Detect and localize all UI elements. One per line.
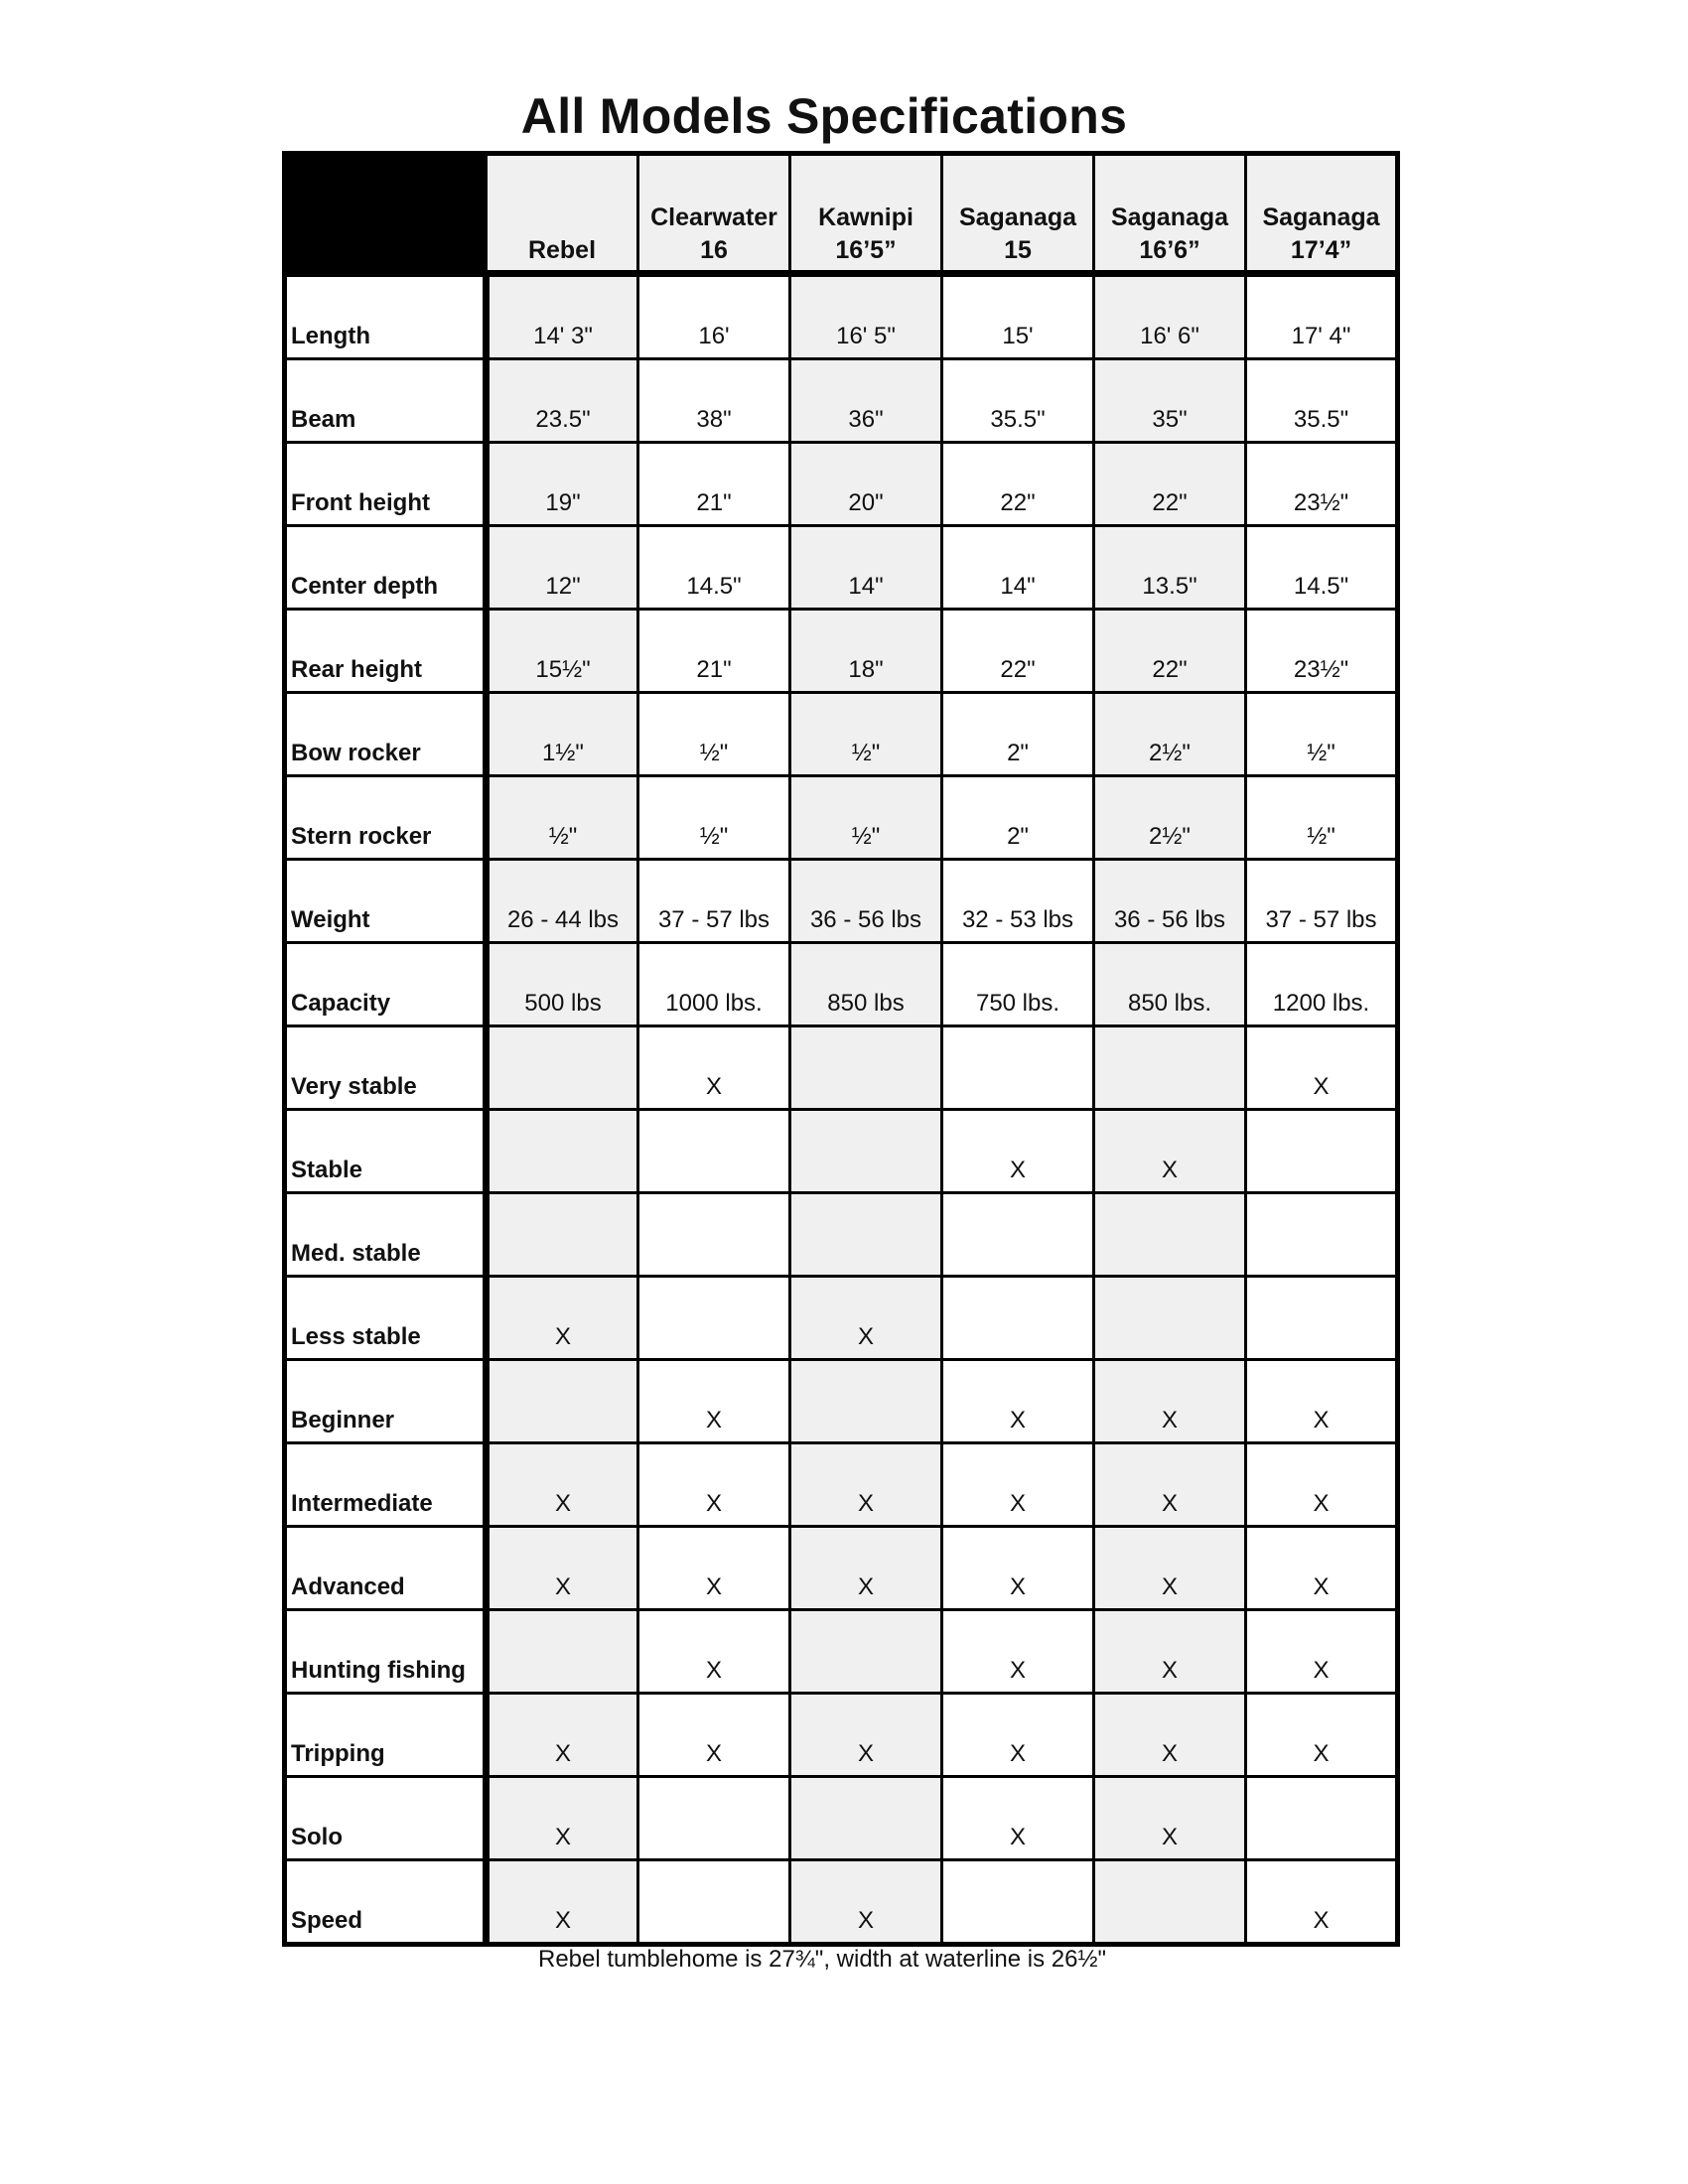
spec-cell: 35.5" [1246, 359, 1398, 443]
spec-cell [487, 1360, 638, 1443]
table-row [285, 274, 1398, 359]
spec-cell [790, 1110, 942, 1193]
spec-cell: 36 - 56 lbs [1094, 860, 1246, 943]
row-label: Stable [285, 1110, 487, 1193]
model-header-clearwater-16 [638, 154, 790, 274]
spec-cell: 16' [638, 274, 790, 359]
spec-cell [1246, 1777, 1398, 1860]
spec-cell [638, 1860, 790, 1945]
spec-cell: 2" [942, 693, 1094, 776]
model-size: 16’5” [835, 236, 897, 264]
model-size: 16’6” [1139, 236, 1200, 264]
spec-cell: 1000 lbs. [638, 943, 790, 1026]
spec-cell: 26 - 44 lbs [487, 860, 638, 943]
page-title: All Models Specifications [520, 88, 1128, 144]
spec-cell: X [487, 1527, 638, 1610]
spec-cell: X [487, 1443, 638, 1527]
spec-cell: X [790, 1277, 942, 1360]
row-label: Front height [285, 443, 487, 526]
spec-cell [1246, 1277, 1398, 1360]
header-row [285, 154, 1398, 274]
spec-cell: 21" [638, 610, 790, 693]
spec-cell: 1½" [487, 693, 638, 776]
spec-cell: X [942, 1360, 1094, 1443]
spec-cell: 850 lbs [790, 943, 942, 1026]
table-row [285, 1360, 1398, 1443]
row-label: Beginner [285, 1360, 487, 1443]
spec-cell: X [1246, 1527, 1398, 1610]
spec-cell: 16' 5" [790, 274, 942, 359]
spec-cell: 23.5" [487, 359, 638, 443]
spec-cell: X [487, 1277, 638, 1360]
spec-cell: 15' [942, 274, 1094, 359]
spec-cell: X [1246, 1443, 1398, 1527]
spec-cell: ½" [638, 693, 790, 776]
table-row [285, 1694, 1398, 1777]
spec-cell [638, 1277, 790, 1360]
model-size: 15 [1004, 236, 1032, 264]
model-header-rebel [487, 154, 638, 274]
header-corner-cell [285, 154, 487, 274]
spec-cell [487, 1193, 638, 1277]
spec-cell: X [1094, 1443, 1246, 1527]
spec-cell: 14' 3" [487, 274, 638, 359]
spec-cell: 13.5" [1094, 526, 1246, 610]
row-label: Less stable [285, 1277, 487, 1360]
spec-cell: 2" [942, 776, 1094, 860]
spec-cell: X [1094, 1777, 1246, 1860]
model-name: Saganaga [1262, 204, 1380, 231]
spec-cell: 18" [790, 610, 942, 693]
table-row [285, 1026, 1398, 1110]
spec-cell [942, 1026, 1094, 1110]
spec-cell: X [1246, 1026, 1398, 1110]
spec-cell: X [638, 1610, 790, 1694]
spec-cell [638, 1110, 790, 1193]
spec-cell [1246, 1110, 1398, 1193]
spec-cell: ½" [1246, 776, 1398, 860]
table-row [285, 1610, 1398, 1694]
table-row [285, 1193, 1398, 1277]
spec-cell: 22" [942, 443, 1094, 526]
spec-cell: 14" [790, 526, 942, 610]
spec-cell [487, 1110, 638, 1193]
row-label: Med. stable [285, 1193, 487, 1277]
spec-cell: X [487, 1694, 638, 1777]
specifications-table [282, 151, 1400, 1947]
spec-cell [942, 1860, 1094, 1945]
spec-cell: 36" [790, 359, 942, 443]
table-row [285, 1860, 1398, 1945]
spec-cell: X [790, 1527, 942, 1610]
spec-cell [1094, 1277, 1246, 1360]
spec-cell: X [487, 1777, 638, 1860]
spec-cell: X [638, 1026, 790, 1110]
spec-cell: X [638, 1527, 790, 1610]
spec-cell: X [1094, 1110, 1246, 1193]
table-row [285, 693, 1398, 776]
spec-cell: 2½" [1094, 776, 1246, 860]
spec-cell: 14.5" [1246, 526, 1398, 610]
spec-cell: 21" [638, 443, 790, 526]
spec-cell: X [942, 1110, 1094, 1193]
table-row [285, 1443, 1398, 1527]
table-row [285, 776, 1398, 860]
spec-cell [790, 1360, 942, 1443]
spec-cell: 38" [638, 359, 790, 443]
spec-cell [790, 1193, 942, 1277]
spec-cell: X [638, 1360, 790, 1443]
row-label: Rear height [285, 610, 487, 693]
model-header-saganaga-15 [942, 154, 1094, 274]
spec-cell: X [1094, 1360, 1246, 1443]
row-label: Weight [285, 860, 487, 943]
spec-cell: 16' 6" [1094, 274, 1246, 359]
spec-cell: X [1094, 1610, 1246, 1694]
footnote: Rebel tumblehome is 27¾", width at waterline is 26½" [537, 1946, 1106, 1973]
spec-cell: X [790, 1443, 942, 1527]
table-row [285, 443, 1398, 526]
spec-cell [638, 1193, 790, 1277]
spec-cell: 37 - 57 lbs [1246, 860, 1398, 943]
model-header-kawnipi [790, 154, 942, 274]
row-label: Stern rocker [285, 776, 487, 860]
spec-cell: X [1246, 1360, 1398, 1443]
spec-cell: 32 - 53 lbs [942, 860, 1094, 943]
spec-cell: X [1246, 1610, 1398, 1694]
row-label: Hunting fishing [285, 1610, 487, 1694]
row-label: Intermediate [285, 1443, 487, 1527]
spec-cell: X [1094, 1694, 1246, 1777]
spec-cell: 22" [1094, 610, 1246, 693]
spec-cell: 37 - 57 lbs [638, 860, 790, 943]
spec-cell: X [1246, 1860, 1398, 1945]
table-row [285, 1277, 1398, 1360]
spec-cell [1094, 1026, 1246, 1110]
spec-cell: X [790, 1860, 942, 1945]
spec-cell [790, 1777, 942, 1860]
table-row [285, 1527, 1398, 1610]
row-label: Beam [285, 359, 487, 443]
model-size: 16 [700, 236, 728, 264]
spec-cell [942, 1193, 1094, 1277]
row-label: Advanced [285, 1527, 487, 1610]
spec-cell: 850 lbs. [1094, 943, 1246, 1026]
spec-cell [638, 1777, 790, 1860]
spec-cell [487, 1610, 638, 1694]
specifications-body [285, 274, 1398, 1945]
model-name: Kawnipi [818, 204, 914, 231]
model-name: Rebel [527, 236, 597, 264]
spec-cell: X [1246, 1694, 1398, 1777]
spec-cell: 14" [942, 526, 1094, 610]
spec-cell [1246, 1193, 1398, 1277]
spec-cell: 23½" [1246, 610, 1398, 693]
spec-cell: ½" [487, 776, 638, 860]
spec-cell: 19" [487, 443, 638, 526]
spec-cell: 500 lbs [487, 943, 638, 1026]
spec-cell [790, 1610, 942, 1694]
spec-cell [487, 1026, 638, 1110]
spec-cell: 35.5" [942, 359, 1094, 443]
model-name: Saganaga [1110, 204, 1229, 231]
row-label: Speed [285, 1860, 487, 1945]
row-label: Length [285, 274, 487, 359]
spec-cell: 23½" [1246, 443, 1398, 526]
table-row [285, 526, 1398, 610]
row-label: Very stable [285, 1026, 487, 1110]
spec-cell [790, 1026, 942, 1110]
table-row [285, 1110, 1398, 1193]
spec-cell: X [487, 1860, 638, 1945]
spec-cell: 35" [1094, 359, 1246, 443]
row-label: Solo [285, 1777, 487, 1860]
spec-cell: X [942, 1777, 1094, 1860]
row-label: Capacity [285, 943, 487, 1026]
model-name: Clearwater [650, 204, 777, 231]
table-row [285, 1777, 1398, 1860]
spec-cell: 1200 lbs. [1246, 943, 1398, 1026]
spec-cell: X [942, 1443, 1094, 1527]
spec-cell: X [942, 1694, 1094, 1777]
table-row [285, 359, 1398, 443]
spec-cell: 20" [790, 443, 942, 526]
spec-cell: 15½" [487, 610, 638, 693]
model-name: Saganaga [958, 204, 1077, 231]
row-label: Bow rocker [285, 693, 487, 776]
spec-cell: X [638, 1443, 790, 1527]
spec-cell: 14.5" [638, 526, 790, 610]
spec-cell: X [1094, 1527, 1246, 1610]
spec-cell: 22" [1094, 443, 1246, 526]
table-row [285, 610, 1398, 693]
spec-cell: ½" [1246, 693, 1398, 776]
spec-cell: 750 lbs. [942, 943, 1094, 1026]
spec-cell: ½" [790, 776, 942, 860]
spec-cell [942, 1277, 1094, 1360]
spec-cell: 2½" [1094, 693, 1246, 776]
row-label: Center depth [285, 526, 487, 610]
model-size: 17’4” [1290, 236, 1352, 264]
spec-cell [1094, 1193, 1246, 1277]
spec-cell: 22" [942, 610, 1094, 693]
table-row [285, 860, 1398, 943]
spec-cell: 36 - 56 lbs [790, 860, 942, 943]
table-row [285, 943, 1398, 1026]
row-label: Tripping [285, 1694, 487, 1777]
spec-cell: 12" [487, 526, 638, 610]
spec-cell: X [790, 1694, 942, 1777]
spec-cell: ½" [790, 693, 942, 776]
spec-cell: ½" [638, 776, 790, 860]
spec-cell [1094, 1860, 1246, 1945]
spec-cell: 17' 4" [1246, 274, 1398, 359]
spec-cell: X [638, 1694, 790, 1777]
spec-cell: X [942, 1610, 1094, 1694]
spec-cell: X [942, 1527, 1094, 1610]
model-header-saganaga-17-4 [1246, 154, 1398, 274]
model-header-saganaga-16-6 [1094, 154, 1246, 274]
